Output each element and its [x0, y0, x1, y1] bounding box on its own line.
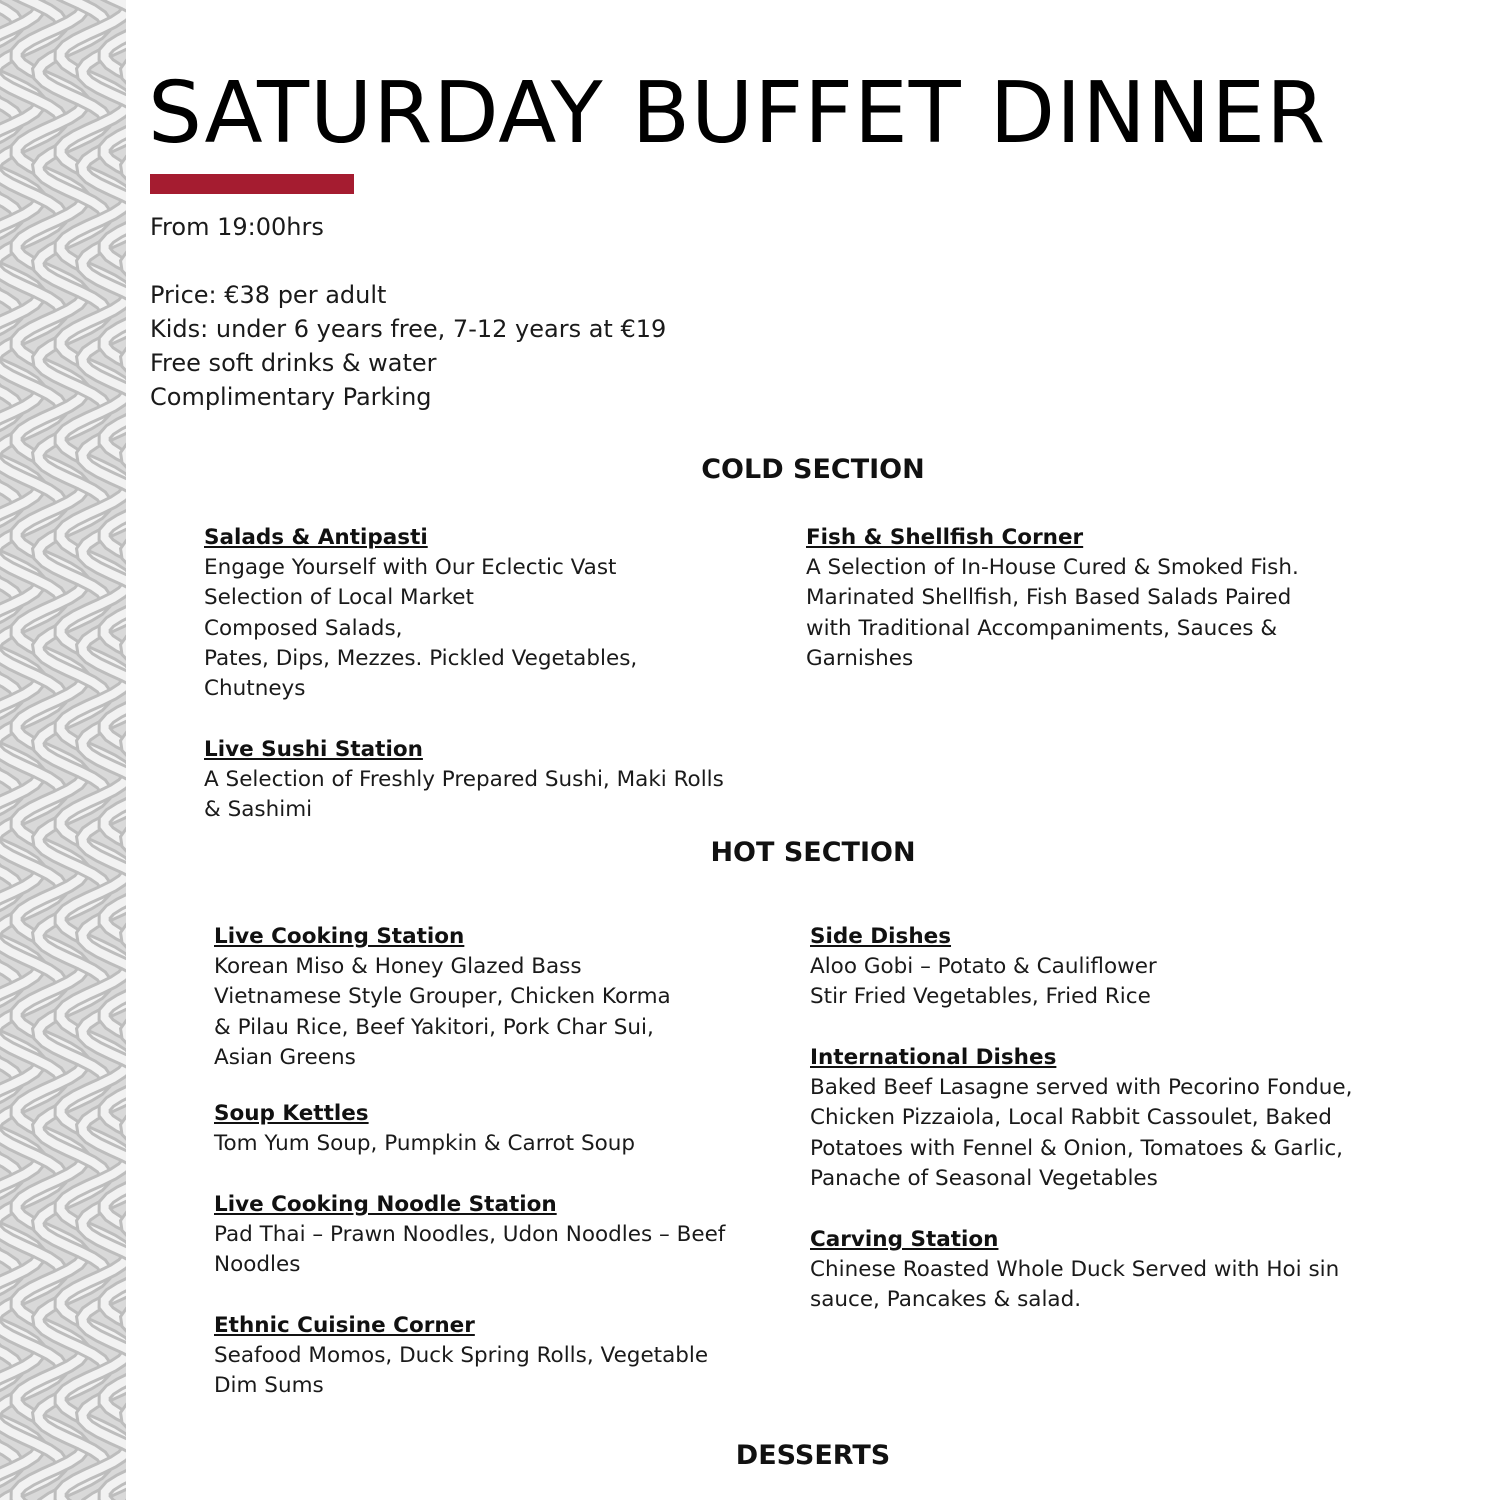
fish-shellfish-block [806, 523, 1299, 674]
menu-line: A Selection of Freshly Prepared Sushi, Maki Rolls [204, 767, 724, 793]
event-info [150, 210, 666, 414]
side-dishes-block [810, 922, 1157, 1013]
event-time: From 19:00hrs [150, 213, 324, 241]
menu-line: Korean Miso & Honey Glazed Bass [214, 954, 582, 980]
salads-antipasti-title: Salads & Antipasti [204, 525, 428, 550]
adult-price: Price: €38 per adult [150, 281, 387, 309]
drinks-note: Free soft drinks & water [150, 349, 437, 377]
international-dishes-block [810, 1043, 1353, 1194]
ethnic-cuisine-title: Ethnic Cuisine Corner [214, 1313, 475, 1338]
menu-line: & Sashimi [204, 797, 313, 823]
menu-line: Garnishes [806, 645, 914, 671]
ethnic-cuisine-block [214, 1311, 708, 1402]
cold-section-heading: COLD SECTION [701, 454, 925, 485]
menu-line: Chutneys [204, 676, 306, 702]
menu-line: Vietnamese Style Grouper, Chicken Korma [214, 984, 671, 1010]
menu-line: Noodles [214, 1252, 301, 1278]
soup-kettles-block [214, 1099, 635, 1159]
parking-note: Complimentary Parking [150, 383, 432, 411]
menu-line: Composed Salads, [204, 615, 403, 641]
fish-shellfish-title: Fish & Shellfish Corner [806, 525, 1084, 550]
menu-line: sauce, Pancakes & salad. [810, 1287, 1082, 1313]
international-dishes-title: International Dishes [810, 1045, 1057, 1070]
carving-station-title: Carving Station [810, 1227, 999, 1252]
menu-line: Tom Yum Soup, Pumpkin & Carrot Soup [214, 1131, 636, 1157]
title-accent-bar [150, 174, 354, 194]
menu-line: Panache of Seasonal Vegetables [810, 1165, 1158, 1191]
decorative-wave-pattern [0, 0, 126, 1500]
kids-price: Kids: under 6 years free, 7-12 years at €19 [150, 315, 667, 343]
menu-line: & Pilau Rice, Beef Yakitori, Pork Char Sui, [214, 1014, 654, 1040]
live-cooking-block [214, 922, 671, 1073]
menu-line: Baked Beef Lasagne served with Pecorino Fondue, [810, 1075, 1353, 1101]
salads-antipasti-block [204, 523, 637, 704]
page-title: SATURDAY BUFFET DINNER [148, 64, 1327, 163]
menu-line: Seafood Momos, Duck Spring Rolls, Vegetable [214, 1343, 709, 1369]
side-dishes-title: Side Dishes [810, 924, 952, 949]
menu-line: Stir Fried Vegetables, Fried Rice [810, 984, 1151, 1010]
noodle-station-block [214, 1190, 725, 1281]
menu-line: with Traditional Accompaniments, Sauces & [806, 615, 1278, 641]
menu-line: Aloo Gobi – Potato & Cauliflower [810, 954, 1157, 980]
menu-line: Marinated Shellfish, Fish Based Salads Paired [806, 585, 1292, 611]
menu-line: Selection of Local Market [204, 585, 474, 611]
hot-section-heading: HOT SECTION [710, 837, 916, 868]
menu-line: Potatoes with Fennel & Onion, Tomatoes & Garlic, [810, 1135, 1344, 1161]
menu-line: Asian Greens [214, 1044, 356, 1070]
live-sushi-title: Live Sushi Station [204, 737, 423, 762]
live-cooking-title: Live Cooking Station [214, 924, 465, 949]
desserts-heading: DESSERTS [735, 1440, 891, 1471]
menu-line: Pates, Dips, Mezzes. Pickled Vegetables, [204, 645, 638, 671]
menu-line: A Selection of In-House Cured & Smoked Fish. [806, 555, 1299, 581]
menu-line: Engage Yourself with Our Eclectic Vast [204, 555, 617, 581]
noodle-station-title: Live Cooking Noodle Station [214, 1192, 557, 1217]
menu-line: Chinese Roasted Whole Duck Served with Hoi sin [810, 1257, 1340, 1283]
menu-line: Pad Thai – Prawn Noodles, Udon Noodles – Beef [214, 1222, 726, 1248]
soup-kettles-title: Soup Kettles [214, 1101, 369, 1126]
live-sushi-block [204, 735, 724, 826]
menu-line: Chicken Pizzaiola, Local Rabbit Cassoulet, Baked [810, 1105, 1332, 1131]
menu-line: Dim Sums [214, 1373, 324, 1399]
carving-station-block [810, 1225, 1339, 1316]
